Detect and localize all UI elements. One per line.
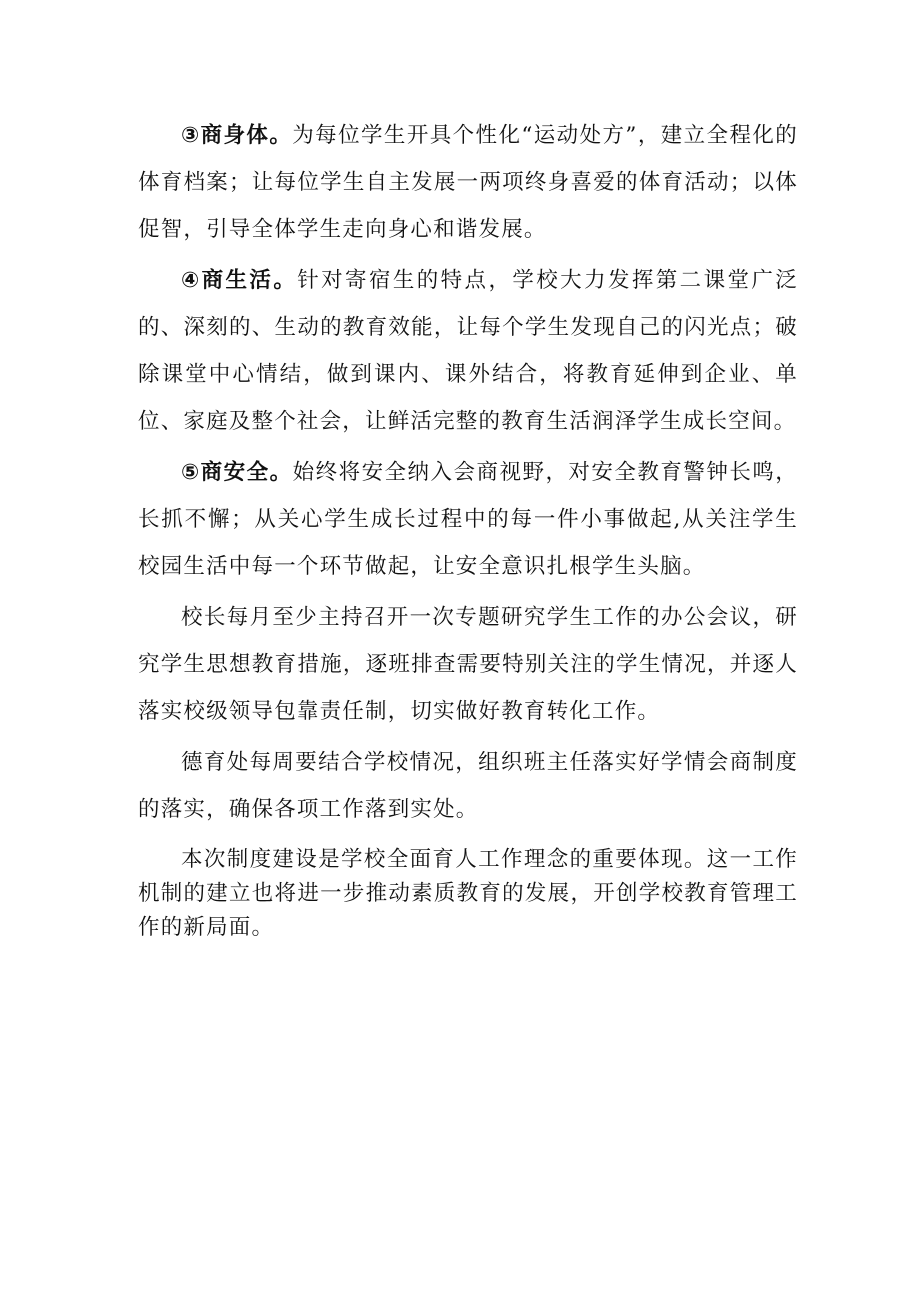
paragraph-heading: ④商生活。	[181, 268, 298, 293]
paragraph-body-health	[138, 112, 798, 253]
paragraph-moral-education-office	[138, 739, 798, 833]
paragraph-text: 始终将安全纳入会商视野，对安全教育警钟长鸣，长抓不懈；从关心学生成长过程中的每一件小事做起,从关注学生校园生活中每一个环节做起，让安全意识扎根学生头脑。	[138, 460, 798, 579]
paragraph-heading: ③商身体。	[181, 123, 293, 148]
paragraph-text: 为每位学生开具个性化“运动处方”，建立全程化的体育档案；让每位学生自主发展一两项终身喜爱的体育活动；以体促智，引导全体学生走向身心和谐发展。	[138, 123, 798, 242]
paragraph-safety	[138, 449, 798, 590]
paragraph-heading: ⑤商安全。	[181, 460, 293, 485]
paragraph-text: 针对寄宿生的特点，学校大力发挥第二课堂广泛的、深刻的、生动的教育效能，让每个学生发现自己的闪光点；破除课堂中心情结，做到课内、课外结合，将教育延伸到企业、单位、家庭及整个社会，让鲜活完整的教育生活润泽学生成长空间。	[138, 268, 798, 434]
paragraph-text: 校长每月至少主持召开一次专题研究学生工作的办公会议，研究学生思想教育措施，逐班排查需要特别关注的学生情况，并逐人落实校级领导包靠责任制，切实做好教育转化工作。	[138, 605, 798, 724]
paragraph-conclusion	[138, 843, 798, 945]
paragraph-text: 德育处每周要结合学校情况，组织班主任落实好学情会商制度的落实，确保各项工作落到实处。	[138, 750, 798, 822]
paragraph-text: 本次制度建设是学校全面育人工作理念的重要体现。这一工作机制的建立也将进一步推动素质教育的发展，开创学校教育管理工作的新局面。	[138, 847, 798, 940]
paragraph-principal-meeting	[138, 594, 798, 735]
paragraph-life	[138, 257, 798, 445]
document-body	[138, 112, 798, 949]
